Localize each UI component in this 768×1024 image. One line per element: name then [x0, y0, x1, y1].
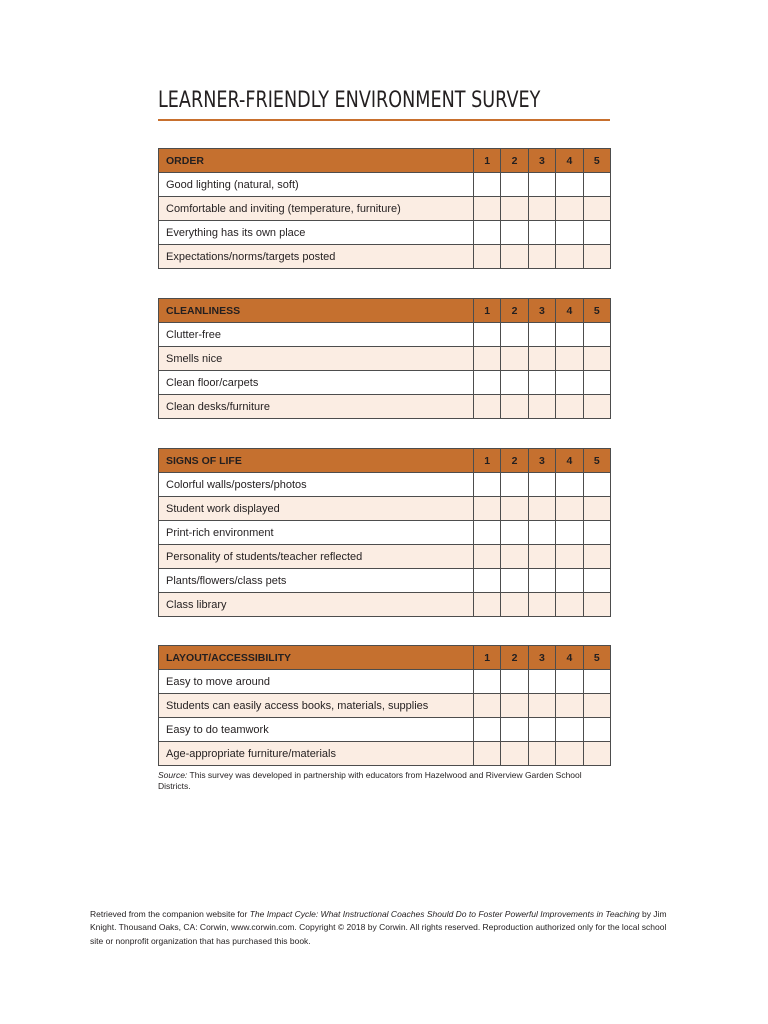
footer-credit [90, 908, 675, 948]
rating-scale-label: 1 [474, 449, 501, 473]
rating-cell[interactable] [474, 221, 501, 245]
rating-cell[interactable] [501, 742, 528, 766]
rating-cell[interactable] [474, 173, 501, 197]
rating-cell[interactable] [474, 371, 501, 395]
section-header-row [159, 449, 611, 473]
section-header-row [159, 646, 611, 670]
rating-cell[interactable] [528, 173, 555, 197]
rating-scale-label: 1 [474, 149, 501, 173]
item-label: Age-appropriate furniture/materials [159, 742, 474, 766]
rating-cell[interactable] [501, 694, 528, 718]
item-label: Print-rich environment [159, 521, 474, 545]
table-row [159, 497, 611, 521]
rating-cell[interactable] [528, 694, 555, 718]
item-label: Easy to move around [159, 670, 474, 694]
source-text: This survey was developed in partnership with educators from Hazelwood and Riverview Garden School Districts. [158, 770, 582, 791]
rating-cell[interactable] [501, 173, 528, 197]
rating-cell[interactable] [474, 497, 501, 521]
rating-cell[interactable] [501, 569, 528, 593]
rating-scale-label: 4 [556, 149, 583, 173]
rating-cell[interactable] [583, 694, 610, 718]
item-label: Comfortable and inviting (temperature, furniture) [159, 197, 474, 221]
rating-cell[interactable] [501, 395, 528, 419]
rating-cell[interactable] [583, 473, 610, 497]
rating-cell[interactable] [501, 323, 528, 347]
item-label: Student work displayed [159, 497, 474, 521]
rating-cell[interactable] [474, 742, 501, 766]
rating-cell[interactable] [528, 197, 555, 221]
rating-cell[interactable] [556, 371, 583, 395]
rating-cell[interactable] [556, 718, 583, 742]
table-row [159, 521, 611, 545]
rating-cell[interactable] [583, 371, 610, 395]
table-row [159, 694, 611, 718]
rating-cell[interactable] [501, 497, 528, 521]
rating-cell[interactable] [528, 742, 555, 766]
rating-cell[interactable] [528, 718, 555, 742]
rating-cell[interactable] [474, 245, 501, 269]
table-row [159, 670, 611, 694]
rating-cell[interactable] [474, 569, 501, 593]
table-row [159, 173, 611, 197]
rating-cell[interactable] [501, 197, 528, 221]
item-label: Everything has its own place [159, 221, 474, 245]
rating-cell[interactable] [501, 473, 528, 497]
table-row [159, 197, 611, 221]
rating-cell[interactable] [583, 670, 610, 694]
rating-cell[interactable] [556, 245, 583, 269]
page-title: LEARNER-FRIENDLY ENVIRONMENT SURVEY [158, 88, 541, 113]
rating-scale-label: 2 [501, 449, 528, 473]
source-label: Source: [158, 770, 188, 780]
rating-cell[interactable] [556, 521, 583, 545]
footer-rest: by Jim Knight. Thousand Oaks, CA: Corwin, www.corwin.com. Copyright © 2018 by Corwin. All rights reserved. Reproduction authorized only for the local school site or nonprofit organization that has purchased this book. [90, 909, 667, 946]
table-row [159, 371, 611, 395]
item-label: Expectations/norms/targets posted [159, 245, 474, 269]
table-row [159, 395, 611, 419]
table-row [159, 323, 611, 347]
rating-cell[interactable] [528, 593, 555, 617]
table-row [159, 718, 611, 742]
item-label: Easy to do teamwork [159, 718, 474, 742]
footer-book-title: The Impact Cycle: What Instructional Coaches Should Do to Foster Powerful Improvements in Teaching [249, 909, 640, 919]
rating-cell[interactable] [528, 545, 555, 569]
rating-scale-label: 5 [583, 449, 610, 473]
rating-cell[interactable] [556, 694, 583, 718]
survey-table [158, 645, 611, 766]
rating-cell[interactable] [501, 521, 528, 545]
rating-scale-label: 3 [528, 449, 555, 473]
rating-cell[interactable] [556, 569, 583, 593]
rating-scale-label: 3 [528, 149, 555, 173]
rating-cell[interactable] [501, 718, 528, 742]
rating-cell[interactable] [556, 323, 583, 347]
rating-cell[interactable] [556, 473, 583, 497]
item-label: Plants/flowers/class pets [159, 569, 474, 593]
rating-cell[interactable] [583, 221, 610, 245]
rating-cell[interactable] [556, 395, 583, 419]
rating-scale-label: 2 [501, 646, 528, 670]
item-label: Class library [159, 593, 474, 617]
rating-cell[interactable] [556, 742, 583, 766]
rating-cell[interactable] [528, 521, 555, 545]
rating-scale-label: 5 [583, 149, 610, 173]
table-row [159, 742, 611, 766]
rating-cell[interactable] [474, 694, 501, 718]
rating-cell[interactable] [556, 593, 583, 617]
table-row [159, 593, 611, 617]
rating-cell[interactable] [501, 221, 528, 245]
rating-cell[interactable] [474, 670, 501, 694]
rating-cell[interactable] [556, 173, 583, 197]
rating-cell[interactable] [528, 323, 555, 347]
rating-cell[interactable] [501, 593, 528, 617]
rating-cell[interactable] [556, 221, 583, 245]
rating-scale-label: 1 [474, 646, 501, 670]
section-header-row [159, 149, 611, 173]
rating-cell[interactable] [474, 545, 501, 569]
rating-cell[interactable] [583, 497, 610, 521]
rating-scale-label: 1 [474, 299, 501, 323]
rating-cell[interactable] [474, 473, 501, 497]
rating-cell[interactable] [556, 670, 583, 694]
rating-cell[interactable] [474, 197, 501, 221]
rating-cell[interactable] [501, 371, 528, 395]
rating-cell[interactable] [528, 347, 555, 371]
rating-cell[interactable] [474, 347, 501, 371]
rating-cell[interactable] [528, 395, 555, 419]
survey-table [158, 448, 611, 617]
item-label: Smells nice [159, 347, 474, 371]
rating-cell[interactable] [501, 670, 528, 694]
rating-cell[interactable] [556, 497, 583, 521]
item-label: Colorful walls/posters/photos [159, 473, 474, 497]
rating-cell[interactable] [583, 323, 610, 347]
rating-scale-label: 3 [528, 299, 555, 323]
rating-cell[interactable] [583, 569, 610, 593]
section-header-row [159, 299, 611, 323]
section-heading: LAYOUT/ACCESSIBILITY [159, 646, 474, 670]
item-label: Good lighting (natural, soft) [159, 173, 474, 197]
rating-scale-label: 4 [556, 449, 583, 473]
rating-cell[interactable] [556, 545, 583, 569]
rating-scale-label: 5 [583, 646, 610, 670]
title-divider [158, 119, 610, 121]
rating-cell[interactable] [583, 395, 610, 419]
table-row [159, 245, 611, 269]
source-note [158, 770, 610, 792]
rating-cell[interactable] [583, 245, 610, 269]
rating-scale-label: 2 [501, 299, 528, 323]
section-heading: ORDER [159, 149, 474, 173]
table-row [159, 545, 611, 569]
table-row [159, 221, 611, 245]
rating-cell[interactable] [528, 497, 555, 521]
rating-cell[interactable] [583, 521, 610, 545]
rating-cell[interactable] [501, 545, 528, 569]
survey-table [158, 298, 611, 419]
table-row [159, 347, 611, 371]
rating-cell[interactable] [528, 569, 555, 593]
rating-cell[interactable] [583, 197, 610, 221]
rating-cell[interactable] [583, 718, 610, 742]
rating-scale-label: 4 [556, 646, 583, 670]
survey-table [158, 148, 611, 269]
rating-cell[interactable] [474, 593, 501, 617]
rating-scale-label: 3 [528, 646, 555, 670]
item-label: Clean desks/furniture [159, 395, 474, 419]
footer-prefix: Retrieved from the companion website for [90, 909, 250, 919]
rating-cell[interactable] [583, 742, 610, 766]
rating-cell[interactable] [474, 395, 501, 419]
section-heading: SIGNS OF LIFE [159, 449, 474, 473]
rating-cell[interactable] [528, 245, 555, 269]
item-label: Students can easily access books, materials, supplies [159, 694, 474, 718]
rating-cell[interactable] [474, 718, 501, 742]
rating-cell[interactable] [474, 521, 501, 545]
rating-cell[interactable] [556, 347, 583, 371]
table-row [159, 569, 611, 593]
rating-cell[interactable] [474, 323, 501, 347]
rating-cell[interactable] [556, 197, 583, 221]
table-row [159, 473, 611, 497]
item-label: Clutter-free [159, 323, 474, 347]
rating-cell[interactable] [583, 593, 610, 617]
section-heading: CLEANLINESS [159, 299, 474, 323]
rating-cell[interactable] [528, 473, 555, 497]
rating-cell[interactable] [501, 245, 528, 269]
rating-cell[interactable] [583, 347, 610, 371]
rating-cell[interactable] [528, 221, 555, 245]
rating-cell[interactable] [528, 371, 555, 395]
rating-cell[interactable] [501, 347, 528, 371]
rating-scale-label: 2 [501, 149, 528, 173]
rating-cell[interactable] [528, 670, 555, 694]
item-label: Personality of students/teacher reflected [159, 545, 474, 569]
item-label: Clean floor/carpets [159, 371, 474, 395]
rating-scale-label: 5 [583, 299, 610, 323]
rating-scale-label: 4 [556, 299, 583, 323]
rating-cell[interactable] [583, 545, 610, 569]
rating-cell[interactable] [583, 173, 610, 197]
